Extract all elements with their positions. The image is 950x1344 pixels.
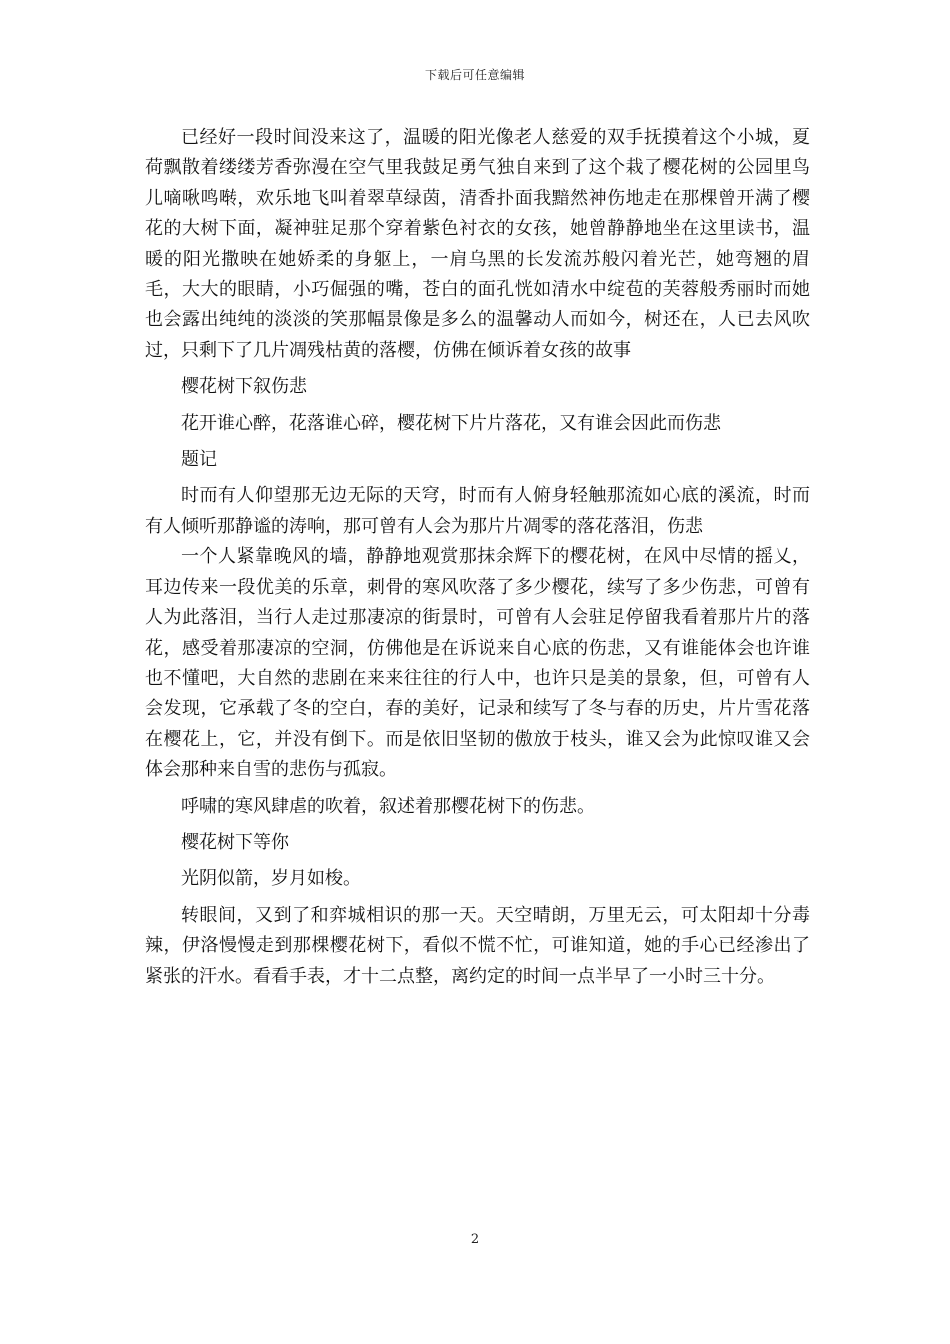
paragraph-intro: 已经好一段时间没来这了，温暖的阳光像老人慈爱的双手抚摸着这个小城，夏荷飘散着缕缕芳香弥漫在空气里我鼓足勇气独自来到了这个栽了樱花树的公园里鸟儿嘀啾鸣啭，欢乐地飞叫着翠草绿茵，清香扑面我黯然神伤地走在那棵曾开满了樱花的大树下面，凝神驻足那个穿着紫色衬衣的女孩，她曾静静地坐在这里读书，温暖的阳光撒映在她娇柔的身躯上，一肩乌黑的长发流苏般闪着光芒，她弯翘的眉毛，大大的眼睛，小巧倔强的嘴，苍白的面孔恍如清水中绽苞的芙蓉般秀丽时而她也会露出纯纯的淡淡的笑那幅景像是多么的温馨动人而如今，树还在，人已去风吹过，只剩下了几片凋残枯黄的落樱，仿佛在倾诉着女孩的故事 <box>145 127 810 361</box>
paragraph-howling-wind: 呼啸的寒风肆虐的吹着，叙述着那樱花树下的伤悲。 <box>181 795 595 817</box>
epigraph-label: 题记 <box>181 449 217 471</box>
document-body <box>145 123 810 992</box>
paragraph-meeting-day: 转眼间，又到了和弈城相识的那一天。天空晴朗，万里无云，可太阳却十分毒辣，伊洛慢慢走到那棵樱花树下，看似不慌不忙，可谁知道，她的手心已经渗出了紧张的汗水。看看手表，才十二点整，离约定的时间一点半早了一小时三十分。 <box>145 904 810 987</box>
section-title-2: 樱花树下等你 <box>181 831 289 853</box>
epigraph: 花开谁心醉，花落谁心碎，樱花树下片片落花，又有谁会因此而伤悲 <box>181 412 721 434</box>
paragraph-sky: 时而有人仰望那无边无际的天穹，时而有人俯身轻触那流如心底的溪流，时而有人倾听那静谧的涛响，那可曾有人会为那片片凋零的落花落泪，伤悲 <box>145 485 810 537</box>
section-title-1: 樱花树下叙伤悲 <box>181 376 307 398</box>
page-number: 2 <box>470 1232 480 1247</box>
page-header: 下载后可任意编辑 <box>424 68 525 82</box>
paragraph-wind-wall: 一个人紧靠晚风的墙，静静地观赏那抹余辉下的樱花树，在风中尽情的摇乂，耳边传来一段优美的乐章，刺骨的寒风吹落了多少樱花，续写了多少伤悲，可曾有人为此落泪，当行人走过那凄凉的街景时，可曾有人会驻足停留我看着那片片的落花，感受着那凄凉的空洞，仿佛他是在诉说来自心底的伤悲，又有谁能体会也许谁也不懂吧，大自然的悲剧在来来往往的行人中，也许只是美的景象，但，可曾有人会发现，它承载了冬的空白，春的美好，记录和续写了冬与春的历史，片片雪花落在樱花上，它，并没有倒下。而是依旧坚韧的傲放于枝头，谁又会为此惊叹谁又会体会那种来自雪的悲伤与孤寂。 <box>145 546 810 781</box>
paragraph-time-flies: 光阴似箭，岁月如梭。 <box>181 868 361 890</box>
